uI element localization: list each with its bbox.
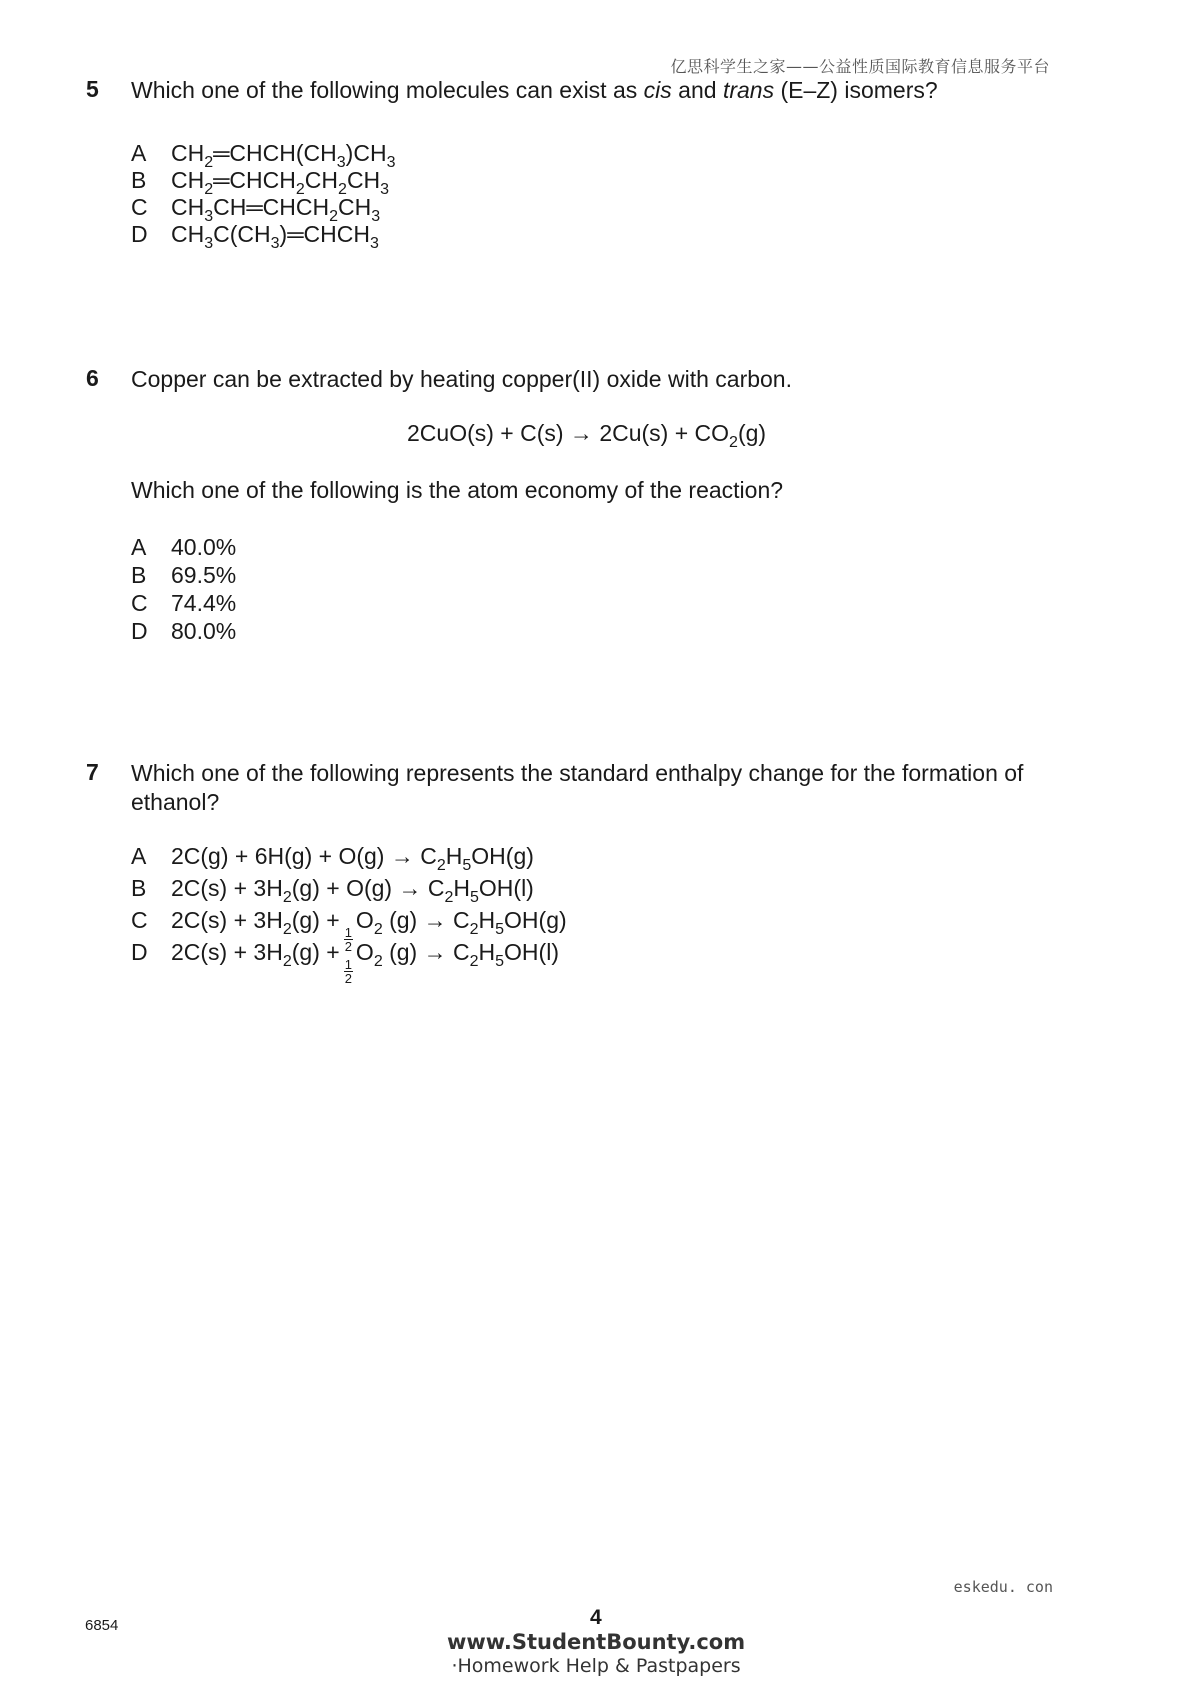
question-6-option-a: A 40.0% [131,534,237,560]
page-number: 4 [590,1606,602,1629]
question-6-number: 6 [86,365,99,391]
question-6-option-c: C 74.4% [131,590,237,616]
paper-code: 6854 [85,1617,119,1634]
question-6-option-d: D 80.0% [131,618,237,644]
question-7-option-d: D $2C(s) + 3H_2(g)$ + $\frac{1}{2}$ $O_2$ $(g) \to C_2H_5OH(l)$ [131,939,559,986]
question-5-option-a: A $CH_2═CHCH(CH_3)CH_3$ [131,140,396,171]
question-5-text: Which one of the following molecules can exist as cis and trans (E–Z) isomers? [131,77,938,103]
eskedu-watermark: eskedu. con [953,1578,1053,1596]
question-6-option-b: B 69.5% [131,562,237,588]
question-5-option-b: B $CH_2═CHCH_2CH_2CH_3$ [131,167,390,198]
studentbounty-logo[interactable] [447,1630,745,1678]
question-6-question: Which one of the following is the atom economy of the reaction? [131,477,784,503]
question-7-number: 7 [86,759,99,785]
studentbounty-tagline: ·Homework Help & Pastpapers [451,1655,741,1677]
question-5-number: 5 [86,76,99,102]
question-6-equation: $2CuO(s) + C(s) \to 2Cu(s) + CO_2(g)$ [407,420,767,451]
question-7-option-b: B $2C(s) + 3H_2(g) + O(g) \to C_2H_5OH(l)$ [131,875,534,906]
one-half-fraction: $\frac{1}{2}$ [344,957,352,986]
header-watermark: 亿思科学生之家——公益性质国际教育信息服务平台 [670,57,1050,76]
one-half-fraction: $\frac{1}{2}$ [344,925,352,954]
question-7-option-a: A $2C(g) + 6H(g) + O(g) \to C_2H_5OH(g)$ [131,843,534,874]
question-5-option-c: C $CH_3CH═CHCH_2CH_3$ [131,194,381,225]
studentbounty-url[interactable]: www.StudentBounty.com [447,1630,746,1654]
question-7-text: Which one of the following represents the standard enthalpy change for the formation of ethanol? [131,760,1024,815]
question-5-option-d: D $CH_3C(CH_3)═CHCH_3$ [131,221,379,252]
question-7-option-c: C $2C(s) + 3H_2(g)$ + $\frac{1}{2}$ $O_2$ $(g) \to C_2H_5OH(g)$ [131,907,567,954]
question-6-text: Copper can be extracted by heating copper(II) oxide with carbon. [131,366,792,392]
